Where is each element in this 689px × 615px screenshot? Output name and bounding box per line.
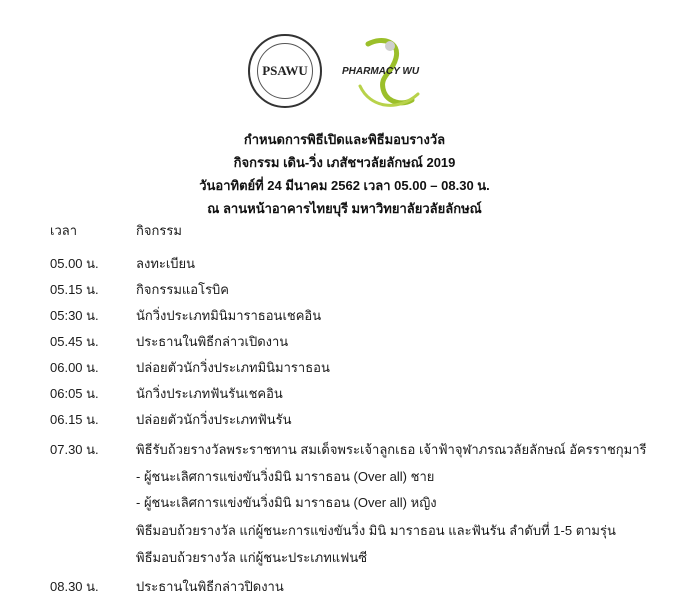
logo-area [0,34,689,114]
seal-text: PSAWU [262,63,308,78]
column-header-activity: กิจกรรม [136,223,182,238]
header-line-4: ณ ลานหน้าอาคารไทยบุรี มหาวิทยาลัยวลัยลักษณ์ [207,201,482,216]
header-line-3: วันอาทิตย์ที่ 24 มีนาคม 2562 เวลา 05.00 – 08.30 น. [199,178,490,193]
header-line-1: กำหนดการพิธีเปิดและพิธีมอบรางวัล [243,132,446,147]
row-activity: นักวิ่งประเภทฟันรันเชคอิน [136,386,283,401]
row-time: 06:05 น. [50,386,99,401]
row-time: 06.00 น. [50,360,99,375]
header-line-2: กิจกรรม เดิน-วิ่ง เภสัชฯวลัยลักษณ์ 2019 [233,155,456,170]
row-time: 05.00 น. [50,256,99,271]
row-time: 05.15 น. [50,282,99,297]
row-activity: ลงทะเบียน [136,256,196,271]
column-header-time: เวลา [50,223,78,238]
row-activity: ปล่อยตัวนักวิ่งประเภทมินิมาราธอน [136,360,330,375]
row-activity: กิจกรรมแอโรบิค [136,282,229,297]
row-time: 06.15 น. [50,412,99,427]
row-activity: พิธีรับถ้วยรางวัลพระราชทาน สมเด็จพระเจ้าลูกเธอ เจ้าฟ้าจุฬาภรณวลัยลักษณ์ อัครราชกุมารี [136,442,647,457]
psawu-seal-logo [248,34,322,108]
row-activity: ปล่อยตัวนักวิ่งประเภทฟันรัน [136,412,292,427]
pharmacy-wu-wordmark: PHARMACY WU [342,66,420,77]
row-activity: ประธานในพิธีกล่าวเปิดงาน [136,334,289,349]
schedule-header [0,128,689,220]
row-time: 05:30 น. [50,308,99,323]
row-activity: ประธานในพิธีกล่าวปิดงาน [136,579,284,594]
pharmacy-wu-logo [338,36,438,112]
row-activity: นักวิ่งประเภทมินิมาราธอนเชคอิน [136,308,322,323]
row-time: 05.45 น. [50,334,99,349]
row-time: 08.30 น. [50,579,99,594]
row-time: 07.30 น. [50,442,99,457]
